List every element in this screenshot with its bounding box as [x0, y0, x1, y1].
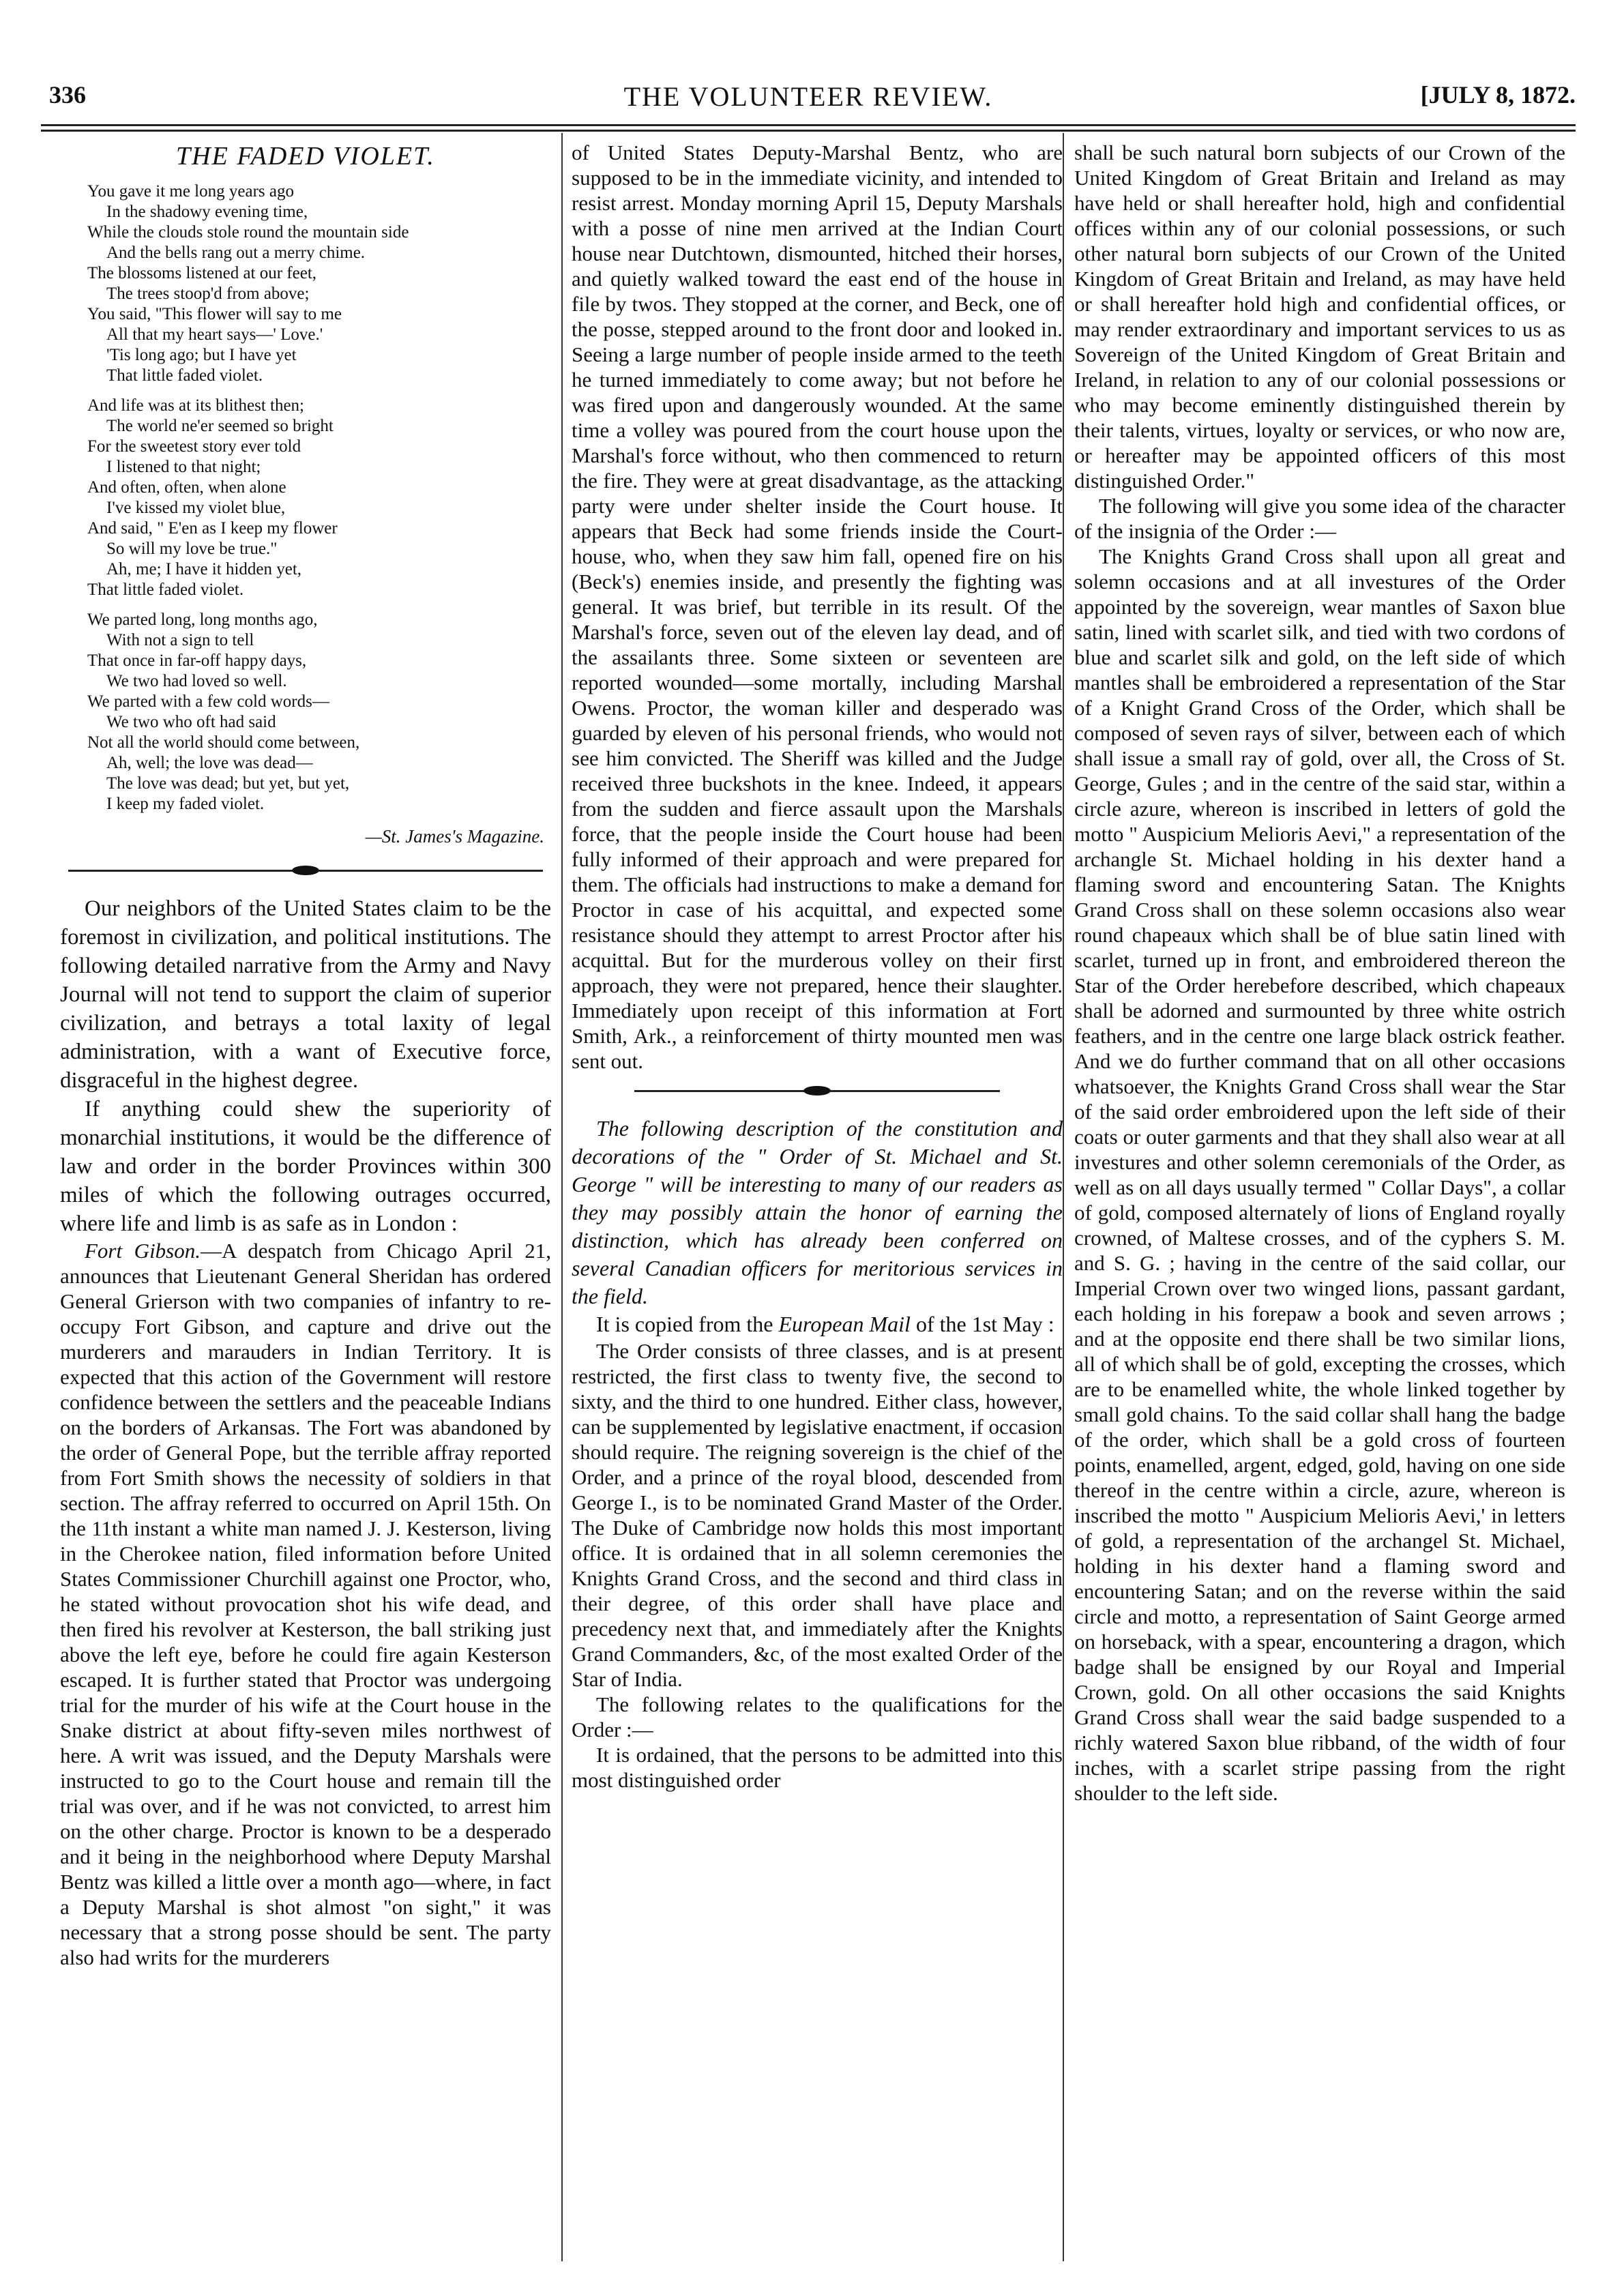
poem-line: We two had loved so well. [106, 672, 287, 690]
page-header [41, 80, 1576, 128]
poem-line: And said, " E'en as I keep my flower [87, 519, 338, 538]
page-number: 336 [49, 81, 86, 108]
column-divider-1 [561, 133, 563, 2261]
poem-line: We parted with a few cold words— [87, 692, 329, 711]
poem-line: You said, "This flower will say to me [87, 305, 342, 323]
poem-line: We parted long, long months ago, [87, 611, 318, 629]
poem-line: While the clouds stole round the mountain side [87, 223, 409, 241]
poem-line: I've kissed my violet blue, [106, 499, 286, 517]
poem-source: —St. James's Magazine. [365, 826, 544, 847]
poem-line: For the sweetest story ever told [87, 437, 301, 456]
article-text: of the 1st May : [910, 1312, 1054, 1336]
poem-stanza [87, 396, 551, 600]
poem-line: Not all the world should come between, [87, 733, 360, 752]
article-text: —A despatch from Chicago April 21, announces that Lieutenant General Sheridan has ordered General Grierson with two companies of infantry to re-occupy Fort Gibson, and capture and drive out the murderers and marauders in Indian Territory. It is expected that this action of the Government will restore confidence between the settlers and the peaceable Indians on the borders of Arkansas. The Fort was abandoned by the order of General Pope, but the terrible affray reported from Fort Smith shows the necessity of soldiers in that section. The affray referred to occurred on April 15th. On the 11th instant a white man named J. J. Kesterson, living in the Cherokee nation, filed information before United States Commissioner Churchill against one Proctor, who, he stated without provocation shot his wife dead, and then fired his revolver at Kesterson, the ball striking just above the left eye, before he could fire again Kesterson escaped. It is further stated that Proctor was undergoing trial for the murder of his wife at the Court house in the Snake district at about fifty-seven miles northwest of here. A writ was issued, and the Deputy Marshals were instructed to go to the Court house and remain till the trial was over, and if he was not convicted, to arrest him on the other charge. Proctor is known to be a desperado and it being in the neighborhood where Deputy Marshal Bentz was killed a little over a month ago—where, in fact a Deputy Marshal is shot almost "on sight," it was necessary that a strong posse should be sent. The party also had writs for the murderers [60, 1239, 551, 1969]
publication-name: European Mail [778, 1312, 911, 1336]
article-paragraph: Our neighbors of the United States claim to be the foremost in civilization, and political institutions. The following detailed narrative from the Army and Navy Journal will not tend to support the claim of superior civilization, and betrays a total laxity of legal administration, with a want of Executive force, disgraceful in the highest degree. [60, 896, 551, 1093]
poem-title: THE FADED VIOLET. [176, 142, 435, 171]
article-paragraph: The following relates to the qualifications for the Order :— [572, 1692, 1063, 1741]
article-paragraph: of United States Deputy-Marshal Bentz, who are supposed to be in the immediate vicinity, and intended to resist arrest. Monday morning April 15, Deputy Marshals with a posse of nine men arrived at the Indian Court house near Dutchtown, dismounted, hitched their horses, and quietly walked toward the east end of the house in file by twos. They stopped at the corner, and Beck, one of the posse, stepped around to the front door and looked in. Seeing a large number of people inside armed to the teeth he turned immediately to come away; but not before he was fired upon and dangerously wounded. At the same time a volley was poured from the court house upon the Marshal's force without, who then commenced to return the fire. They were at great disadvantage, as the attacking party were under shelter inside the Court house. It appears that Beck had some friends inside the Court-house, who, when they saw him fall, opened fire on his (Beck's) enemies inside, and presently the fighting was general. It was brief, but terrible in its result. Of the Marshal's force, seven out of the eleven lay dead, and of the assailants three. Some sixteen or seventeen are reported wounded—some mortally, including Marshal Owens. Proctor, the woman killer and desperado was guarded by eleven of his personal friends, who would not see him convicted. The Sheriff was killed and the Judge received three buckshots in the knee. Indeed, it appears from the sudden and fierce assault upon the Marshals force, that the people inside the Court house had been fully informed of their approach and were prepared for them. The officials had instructions to make a demand for Proctor in case of his acquittal, and expected some resistance should they attempt to arrest Proctor after his acquittal. But for the murderous volley on their first approach, they were not prepared, hence their slaughter. Immediately upon receipt of this information at Fort Smith, Ark., a reinforcement of thirty mounted men was sent out. [572, 141, 1063, 1073]
article-paragraph: The following will give you some idea of the character of the insignia of the Order :— [1074, 494, 1565, 543]
column-3 [1074, 140, 1565, 1806]
issue-date: [JULY 8, 1872. [1420, 81, 1576, 108]
article-paragraph: It is ordained, that the persons to be admitted into this most distinguished order [572, 1743, 1063, 1792]
poem-body [87, 181, 551, 814]
article-paragraph: If anything could shew the superiority of monarchial institutions, it would be the difference of law and order in the border Provinces within 300 miles of which the following outrages occurred, where life and limb is as safe as in London : [60, 1097, 551, 1236]
poem-line: That little faded violet. [106, 366, 263, 385]
poem-stanza [87, 610, 551, 814]
article-paragraph: The following description of the constitution and decorations of the " Order of St. Michael and St. George " will be interesting to many of our readers as they may possibly attain the honor of earning the distinction, which has already been conferred on several Canadian officers for meritorious services in the field. [572, 1116, 1063, 1308]
poem-line: All that my heart says—' Love.' [106, 325, 323, 344]
section-ornament [60, 866, 551, 875]
poem-line: That once in far-off happy days, [87, 651, 307, 670]
poem-line: You gave it me long years ago [87, 182, 294, 201]
column-1 [60, 140, 551, 1970]
dateline: Fort Gibson. [85, 1239, 201, 1263]
poem-line: The world ne'er seemed so bright [106, 417, 334, 435]
poem-line: And the bells rang out a merry chime. [106, 244, 366, 262]
article-paragraph: The Knights Grand Cross shall upon all great and solemn occasions and at all investures of the Order appointed by the sovereign, wear mantles of Saxon blue satin, lined with scarlet silk, and tied with two cordons of blue and scarlet silk and gold, on the left side of which mantles shall be embroidered a representation of the Star of a Knight Grand Cross of the Order, which shall be composed of seven rays of silver, between each of which shall issue a small ray of gold, over all, the Cross of St. George, Gules ; and in the centre of the said star, within a circle azure, whereon is inscribed in letters of gold the motto " Auspicium Melioris Aevi," a representation of the archangle St. Michael holding in his dexter hand a flaming sword and encountering Satan. The Knights Grand Cross shall on these solemn occasions also wear round chapeaux which shall be of blue satin lined with scarlet, turned up in front, and embroidered thereon the Star of the Order herebefore described, which chapeaux shall be adorned and surmounted by three white ostrich feathers, and in the centre one large black ostrick feather. And we do further command that on all other occasions whatsoever, the Knights Grand Cross shall wear the Star of the said order embroidered upon the left side of their coats or outer garments and that they shall also wear at all investures and other solemn ceremonials of the Order, as well as on all days usually termed " Collar Days", a collar of gold, composed alternately of lions of England royally crowned, of Maltese crosses, and of the cyphers S. M. and S. G. ; having in the centre of the said collar, our Imperial Crown over two winged lions, passant gardant, each holding in his forepaw a book and seven arrows ; and at the opposite end there shall be two similar lions, all of which shall be of gold, excepting the crosses, which are to be enamelled white, the whole linked together by small gold chains. To the said collar shall hang the badge of the order, which shall be a gold cross of fourteen points, enamelled, argent, edged, gold, having on one side thereof in the centre within a circle, azure, whereon is inscribed the motto " Auspicium Melioris Aevi,' in letters of gold, a representation of the archangel St. Michael, holding in his dexter hand a flaming sword and encountering Satan; and on the reverse within the said circle and motto, a representation of Saint George armed on horseback, with a spear, encountering a dragon, which badge shall be ensigned by our Royal and Imperial Crown, gold. On all other occasions the said Knights Grand Cross shall wear the said badge suspended to a richly watered Saxon blue ribband, of the width of four inches, with a scarlet stripe passing from the right shoulder to the left side. [1074, 544, 1566, 1805]
poem-line: In the shadowy evening time, [106, 203, 308, 221]
column-2 [572, 140, 1063, 1793]
poem-line: And life was at its blithest then; [87, 396, 305, 415]
header-rule-top [41, 124, 1576, 126]
article-paragraph [572, 1310, 1063, 1338]
poem-line: Ah, well; the love was dead— [106, 754, 313, 772]
poem-line: I keep my faded violet. [106, 795, 265, 813]
article-paragraph [60, 1238, 551, 1970]
section-ornament [572, 1086, 1063, 1096]
article-text: It is copied from the [596, 1312, 779, 1336]
poem-line: The trees stoop'd from above; [106, 284, 310, 303]
poem-line: We two who oft had said [106, 713, 276, 731]
article-paragraph: shall be such natural born subjects of our Crown of the United Kingdom of Great Britain and Ireland as may have held or shall hereafter hold, high and confidential offices within any of our colonial possessions, or such other natural born subjects of our Crown of the United Kingdom of Great Britain and Ireland, as may have held or shall hereafter hold high and confidential offices, or may render extraordinary and important services to us as Sovereign of the United Kingdom of Great Britain and Ireland, in relation to any of our colonial possessions or who may become eminently distinguished therein by their talents, virtues, loyalty or services, or who now are, or hereafter may be appointed officers of this most distinguished Order." [1074, 141, 1565, 492]
poem-line: And often, often, when alone [87, 478, 286, 497]
column-divider-2 [1063, 133, 1064, 2261]
poem-line: Ah, me; I have it hidden yet, [106, 560, 302, 578]
poem-line: With not a sign to tell [106, 631, 254, 649]
poem-line: So will my love be true." [106, 540, 278, 558]
article-paragraph: The Order consists of three classes, and is at present restricted, the first class to twenty five, the second to sixty, and the third to one hundred. Either class, however, can be supplemented by legislative enactment, if occasion should require. The reigning sovereign is the chief of the Order, and a prince of the royal blood, descended from George I., is to be nominated Grand Master of the Order. The Duke of Cambridge now holds this most important office. It is ordained that in all solemn ceremonies the Knights Grand Cross, and the second and third class in their degree, of this order shall have place and precedency next that, and immediately after the Knights Grand Commanders, &c, of the most exalted Order of the Star of India. [572, 1339, 1063, 1691]
poem-stanza [87, 181, 551, 386]
poem-line: 'Tis long ago; but I have yet [106, 346, 297, 364]
poem-line: The love was dead; but yet, but yet, [106, 774, 350, 793]
header-rule-bottom [41, 130, 1576, 132]
poem-line: The blossoms listened at our feet, [87, 264, 317, 282]
newspaper-title: THE VOLUNTEER REVIEW. [623, 81, 993, 112]
poem-line: That little faded violet. [87, 580, 244, 599]
poem-line: I listened to that night; [106, 458, 261, 476]
